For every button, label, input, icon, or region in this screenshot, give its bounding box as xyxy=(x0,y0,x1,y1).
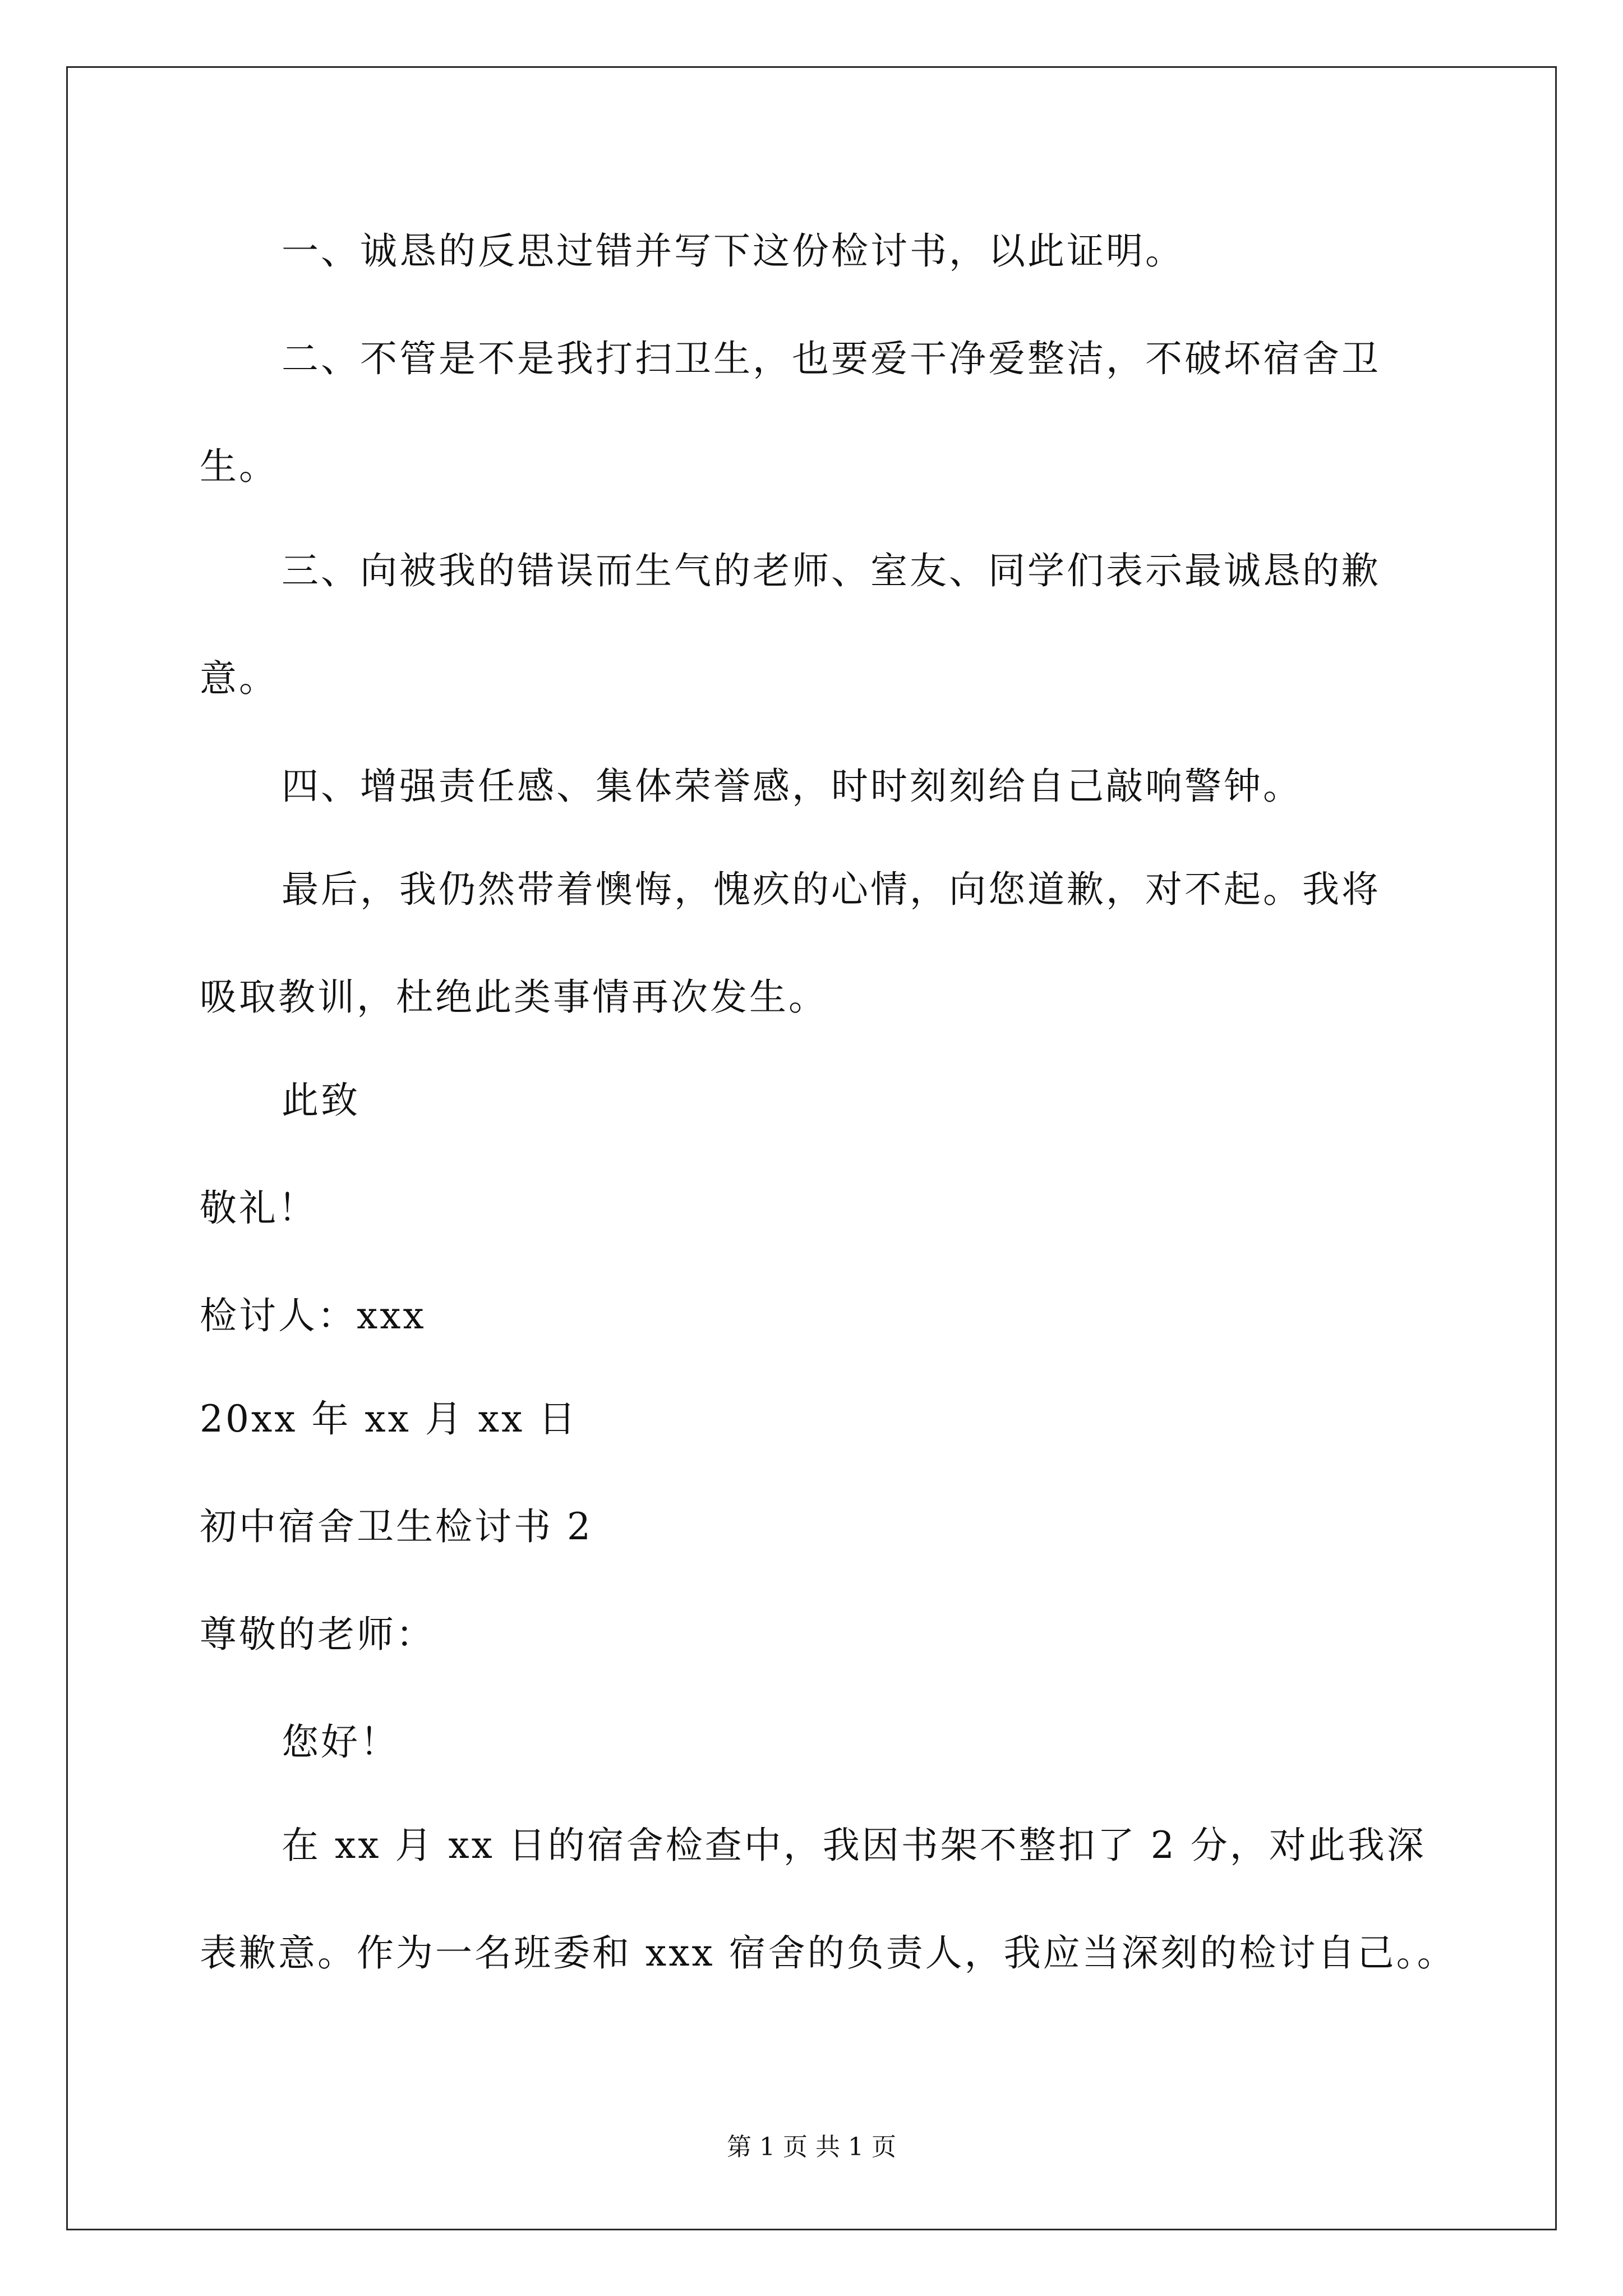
paragraph-line-2: 二、不管是不是我打扫卫生，也要爱干净爱整洁，不破坏宿舍卫 xyxy=(282,337,1381,380)
page-border xyxy=(66,66,1557,2230)
signature-line: 检讨人：xxx xyxy=(200,1294,426,1337)
section-title: 初中宿舍卫生检讨书 2 xyxy=(200,1505,593,1548)
paragraph-line-4: 三、向被我的错误而生气的老师、室友、同学们表示最诚恳的歉 xyxy=(282,549,1381,592)
page-number-footer: 第 1 页 共 1 页 xyxy=(727,2133,896,2161)
paragraph-line-3: 生。 xyxy=(200,445,278,488)
date-line: 20xx 年 xx 月 xx 日 xyxy=(200,1397,578,1441)
paragraph-line-16: 在 xx 月 xx 日的宿舍检查中，我因书架不整扣了 2 分，对此我深 xyxy=(282,1824,1426,1867)
hello-line: 您好！ xyxy=(282,1720,399,1764)
greeting-line: 尊敬的老师： xyxy=(200,1613,435,1656)
paragraph-line-5: 意。 xyxy=(200,657,278,700)
closing-salutation: 此致 xyxy=(282,1079,360,1122)
paragraph-line-17: 表歉意。作为一名班委和 xxx 宿舍的负责人，我应当深刻的检讨自己。。 xyxy=(200,1931,1456,1975)
paragraph-line-8: 吸取教训，杜绝此类事情再次发生。 xyxy=(200,976,828,1019)
paragraph-line-6: 四、增强责任感、集体荣誉感，时时刻刻给自己敲响警钟。 xyxy=(282,765,1302,808)
paragraph-line-7: 最后，我仍然带着懊悔，愧疚的心情，向您道歉，对不起。我将 xyxy=(282,868,1381,911)
closing-regards: 敬礼！ xyxy=(200,1186,317,1230)
paragraph-line-1: 一、诚恳的反思过错并写下这份检讨书，以此证明。 xyxy=(282,229,1184,273)
